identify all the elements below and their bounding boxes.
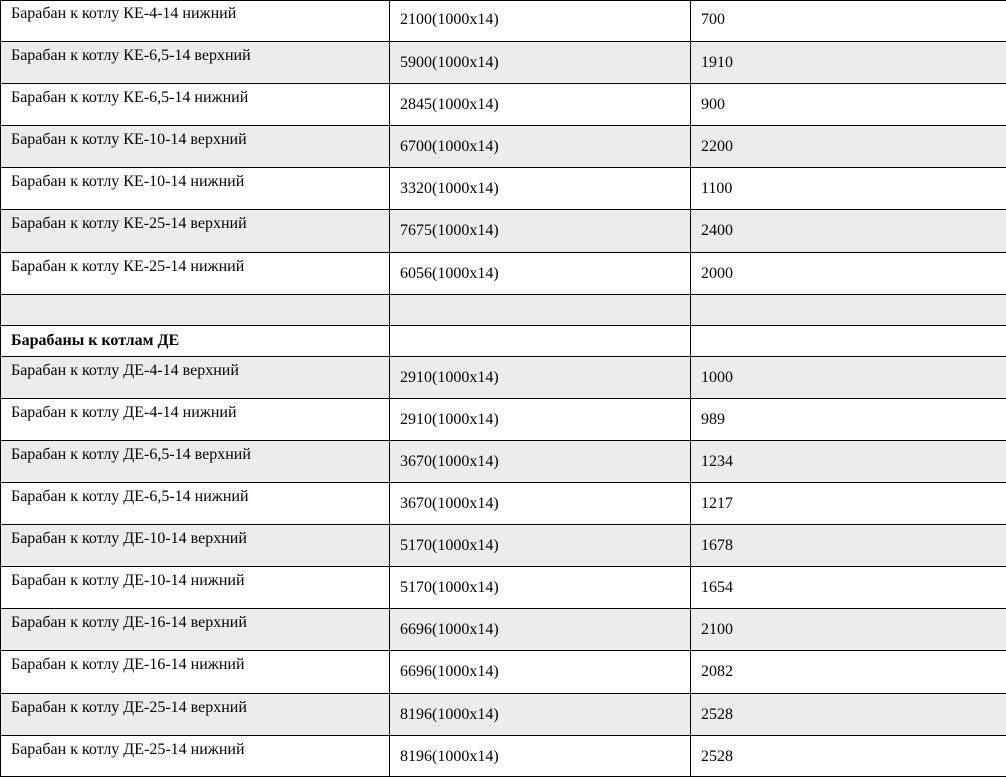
row-size: 6696(1000х14) — [390, 651, 691, 693]
row-value: 1910 — [691, 42, 1006, 84]
row-name: Барабан к котлу ДЕ-25-14 нижний — [1, 735, 390, 776]
table-row — [1, 210, 1006, 252]
row-value: 1678 — [691, 525, 1006, 567]
row-size: 5170(1000х14) — [390, 525, 691, 567]
row-name: Барабан к котлу ДЕ-10-14 нижний — [1, 567, 390, 609]
row-name: Барабан к котлу ДЕ-6,5-14 нижний — [1, 483, 390, 525]
row-size: 2100(1000х14) — [390, 1, 691, 42]
row-size: 2845(1000х14) — [390, 84, 691, 126]
row-name: Барабан к котлу ДЕ-6,5-14 верхний — [1, 441, 390, 483]
table-row — [1, 398, 1006, 440]
row-size: 6700(1000х14) — [390, 126, 691, 168]
row-value: 2100 — [691, 609, 1006, 651]
row-value: 2200 — [691, 126, 1006, 168]
row-name: Барабан к котлу ДЕ-10-14 верхний — [1, 525, 390, 567]
table-row — [1, 693, 1006, 735]
table-row — [1, 735, 1006, 776]
table-row — [1, 483, 1006, 525]
row-value: 1100 — [691, 168, 1006, 210]
row-name: Барабан к котлу ДЕ-4-14 верхний — [1, 356, 390, 398]
row-value: 2000 — [691, 252, 1006, 294]
table-row — [1, 42, 1006, 84]
empty-cell — [390, 325, 691, 356]
table-row — [1, 356, 1006, 398]
row-size: 3670(1000х14) — [390, 483, 691, 525]
row-value: 989 — [691, 398, 1006, 440]
row-size: 2910(1000х14) — [390, 398, 691, 440]
row-size: 7675(1000х14) — [390, 210, 691, 252]
row-name: Барабан к котлу ДЕ-16-14 верхний — [1, 609, 390, 651]
row-value: 700 — [691, 1, 1006, 42]
empty-cell — [691, 325, 1006, 356]
row-name: Барабан к котлу КЕ-25-14 верхний — [1, 210, 390, 252]
empty-cell — [1, 294, 390, 325]
row-size: 2910(1000х14) — [390, 356, 691, 398]
table-row — [1, 126, 1006, 168]
table-row — [1, 525, 1006, 567]
row-name: Барабан к котлу КЕ-10-14 нижний — [1, 168, 390, 210]
row-name: Барабан к котлу ДЕ-25-14 верхний — [1, 693, 390, 735]
row-size: 6696(1000х14) — [390, 609, 691, 651]
table-row — [1, 441, 1006, 483]
row-name: Барабан к котлу КЕ-25-14 нижний — [1, 252, 390, 294]
row-name: Барабан к котлу КЕ-4-14 нижний — [1, 1, 390, 42]
empty-cell — [691, 294, 1006, 325]
row-value: 2082 — [691, 651, 1006, 693]
section-header-row — [1, 325, 1006, 356]
empty-row — [1, 294, 1006, 325]
table-row — [1, 1, 1006, 42]
row-size: 5900(1000х14) — [390, 42, 691, 84]
row-size: 6056(1000х14) — [390, 252, 691, 294]
table-row — [1, 609, 1006, 651]
row-name: Барабан к котлу ДЕ-4-14 нижний — [1, 398, 390, 440]
row-value: 2400 — [691, 210, 1006, 252]
row-name: Барабан к котлу ДЕ-16-14 нижний — [1, 651, 390, 693]
table-row — [1, 651, 1006, 693]
table-row — [1, 84, 1006, 126]
section-title: Барабаны к котлам ДЕ — [1, 325, 390, 356]
row-value: 1000 — [691, 356, 1006, 398]
row-name: Барабан к котлу КЕ-6,5-14 нижний — [1, 84, 390, 126]
row-value: 2528 — [691, 735, 1006, 776]
table-row — [1, 168, 1006, 210]
row-size: 3320(1000х14) — [390, 168, 691, 210]
row-name: Барабан к котлу КЕ-6,5-14 верхний — [1, 42, 390, 84]
row-value: 1654 — [691, 567, 1006, 609]
row-name: Барабан к котлу КЕ-10-14 верхний — [1, 126, 390, 168]
row-value: 1217 — [691, 483, 1006, 525]
empty-cell — [390, 294, 691, 325]
row-size: 3670(1000х14) — [390, 441, 691, 483]
row-size: 8196(1000х14) — [390, 693, 691, 735]
row-value: 900 — [691, 84, 1006, 126]
row-value: 1234 — [691, 441, 1006, 483]
row-size: 8196(1000х14) — [390, 735, 691, 776]
row-size: 5170(1000х14) — [390, 567, 691, 609]
table-row — [1, 252, 1006, 294]
row-value: 2528 — [691, 693, 1006, 735]
table-row — [1, 567, 1006, 609]
